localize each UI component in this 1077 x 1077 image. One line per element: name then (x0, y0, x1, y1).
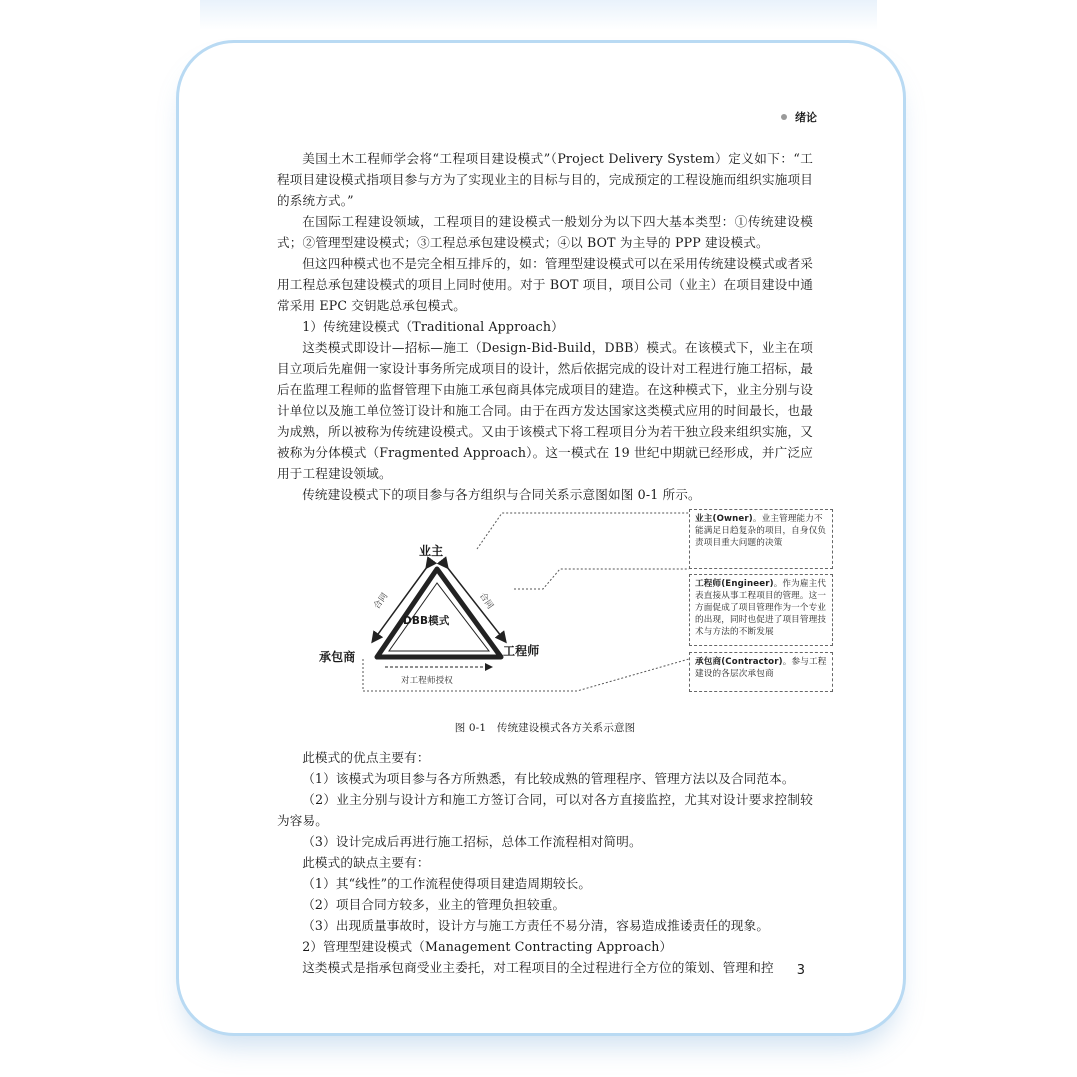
list-item: （3）出现质量事故时，设计方与施工方责任不易分清，容易造成推诿责任的现象。 (302, 918, 770, 933)
list-item: （1）该模式为项目参与各方所熟悉，有比较成熟的管理程序、管理方法以及合同范本。 (302, 771, 795, 786)
list-item: （3）设计完成后再进行施工招标，总体工作流程相对简明。 (302, 834, 642, 849)
book-page (176, 40, 906, 1036)
paragraph: 但这四种模式也不是完全相互排斥的，如：管理型建设模式可以在采用传统建设模式或者采用工程总承包建设模式的项目上同时使用。对于 BOT 项目，项目公司（业主）在项目建设中通常采用 EPC 交钥匙总承包模式。 (277, 256, 813, 313)
list-item: （2）项目合同方较多，业主的管理负担较重。 (302, 897, 566, 912)
owner-box-title: 业主(Owner) (695, 514, 753, 524)
engineer-box-title: 工程师(Engineer) (695, 579, 774, 589)
owner-label: 业主 (419, 544, 444, 558)
figure-caption: 图 0-1 传统建设模式各方关系示意图 (454, 722, 636, 734)
section-heading: 2）管理型建设模式（Management Contracting Approach） (302, 939, 673, 954)
figure-dbb-diagram (277, 509, 827, 714)
background-gradient (200, 0, 877, 30)
engineer-description-box (689, 574, 833, 646)
left-edge-label: 合同 (372, 591, 391, 612)
list-item: （2）业主分别与设计方和施工方签订合同，可以对各方直接监控，尤其对设计要求控制较为容易。 (277, 792, 813, 828)
bottom-edge-label: 对工程师授权 (401, 676, 453, 686)
leader-line-engineer (514, 569, 689, 589)
section-heading: 1）传统建设模式（Traditional Approach） (302, 319, 564, 334)
paragraph: 此模式的优点主要有： (302, 750, 430, 765)
contractor-description-box (689, 652, 833, 692)
paragraph: 此模式的缺点主要有： (302, 855, 430, 870)
page-number: 3 (796, 963, 805, 978)
contractor-box-title: 承包商(Contractor) (695, 657, 783, 667)
owner-box-text: 。业主管理能力不能满足日趋复杂的项目，自身仅负责项目重大问题的决策 (695, 514, 827, 548)
paragraph: 在国际工程建设领域，工程项目的建设模式一般划分为以下四大基本类型：①传统建设模式；②管理型建设模式；③工程总承包建设模式；④以 BOT 为主导的 PPP 建设模式。 (277, 214, 813, 250)
paragraph: 美国土木工程师学会将“工程项目建设模式”（Project Delivery System）定义如下：“工程项目建设模式指项目参与方为了实现业主的目标与目的，完成预定的工程设施而组织实施项目的系统方式。” (277, 151, 813, 208)
page-body (277, 148, 827, 978)
bullet-dot-icon (781, 114, 787, 120)
center-label: DBB模式 (403, 615, 450, 627)
list-item: （1）其“线性”的工作流程使得项目建造周期较长。 (302, 876, 592, 891)
paragraph: 这类模式即设计—招标—施工（Design-Bid-Build，DBB）模式。在该模式下，业主在项目立项后先雇佣一家设计事务所完成项目的设计，然后依据完成的设计对工程进行施工招标，最后在监理工程师的监督管理下由施工承包商具体完成项目的建造。在这种模式下，业主分别与设计单位以及施工单位签订设计和施工合同。由于在西方发达国家这类模式应用的时间最长，也最为成熟，所以被称为传统建设模式。又由于该模式下将工程项目分为若干独立段来组织实施，又被称为分体模式（Fragmented Approach）。这一模式在 19 世纪中期就已经形成，并广泛应用于工程建设领域。 (277, 340, 813, 481)
engineer-label: 工程师 (503, 644, 540, 658)
paragraph: 传统建设模式下的项目参与各方组织与合同关系示意图如图 0-1 所示。 (302, 487, 701, 502)
running-header (781, 109, 817, 125)
paragraph: 这类模式是指承包商受业主委托，对工程项目的全过程进行全方位的策划、管理和控 (302, 960, 774, 975)
chapter-title: 绪论 (795, 111, 817, 124)
right-edge-label: 合同 (477, 591, 496, 612)
contractor-label: 承包商 (319, 650, 356, 664)
leader-line-owner (477, 513, 689, 549)
engineer-box-text: 。作为雇主代表直接从事工程项目的管理。这一方面促成了项目管理作为一个专业的出现，同时也促进了项目管理技术与方法的不断发展 (695, 579, 827, 637)
owner-description-box (689, 509, 833, 569)
contractor-box-text: 。参与工程建设的各层次承包商 (695, 657, 827, 679)
